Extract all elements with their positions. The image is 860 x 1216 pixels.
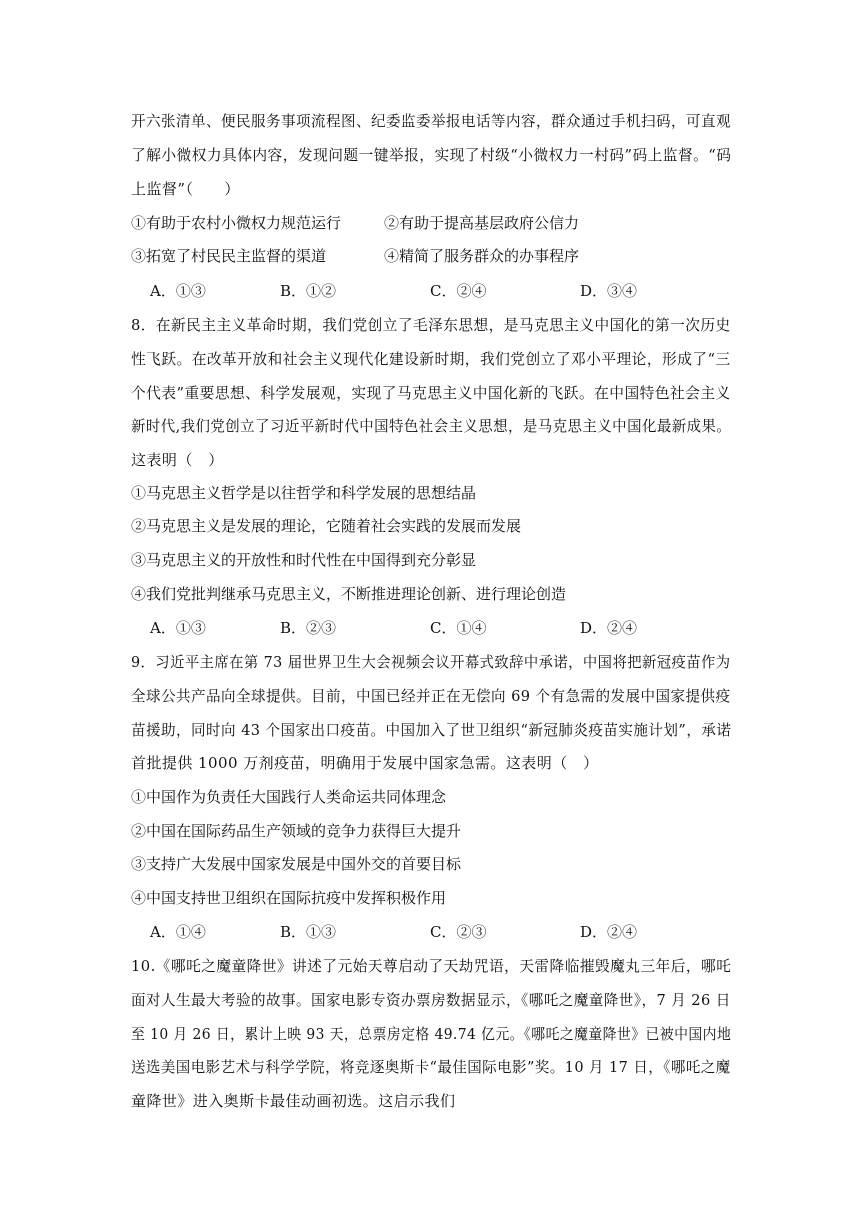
q8-choice-a[interactable]: A．①③	[150, 619, 206, 637]
q9-choice-a[interactable]: A．①④	[150, 923, 206, 941]
q8-option-3: ③马克思主义的开放性和时代性在中国得到充分彰显	[131, 551, 477, 569]
q10-stem-line: 10.《哪吒之魔童降世》讲述了元始天尊启动了天劫咒语，天雷降临摧毁魔丸三年后，哪吒	[131, 957, 732, 975]
q7-choice-c[interactable]: C．②④	[430, 282, 487, 300]
q9-stem-line: 全球公共产品向全球提供。目前，中国已经并正在无偿向 69 个有急需的发展中国家提供疫	[131, 687, 731, 705]
q7-choice-a[interactable]: A．①③	[150, 282, 206, 300]
q9-choice-b[interactable]: B．①③	[280, 923, 337, 941]
q9-option-1: ①中国作为负责任大国践行人类命运共同体理念	[131, 788, 447, 806]
q8-stem-line: 新时代,我们党创立了习近平新时代中国特色社会主义思想，是马克思主义中国化最新成果。	[131, 417, 732, 435]
q9-stem-line: 9．习近平主席在第 73 届世界卫生大会视频会议开幕式致辞中承诺，中国将把新冠疫苗作为	[131, 653, 731, 671]
q7-option-3: ③拓宽了村民民主监督的渠道	[131, 247, 327, 265]
q8-option-2: ②马克思主义是发展的理论，它随着社会实践的发展而发展	[131, 517, 522, 535]
q7-stem-line: 上监督”（ ）	[131, 180, 240, 198]
q8-choice-b[interactable]: B．②③	[280, 619, 337, 637]
q10-stem-line: 面对人生最大考验的故事。国家电影专资办票房数据显示，《哪吒之魔童降世》，7 月 26 日	[131, 991, 731, 1009]
q9-option-3: ③支持广大发展中国家发展是中国外交的首要目标	[131, 855, 462, 873]
q7-option-1: ①有助于农村小微权力规范运行	[131, 214, 342, 232]
q8-choice-d[interactable]: D．②④	[580, 619, 638, 637]
q7-stem-line: 开六张清单、便民服务事项流程图、纪委监委举报电话等内容，群众通过手机扫码，可直观	[131, 112, 732, 130]
q9-stem-line: 苗援助，同时向 43 个国家出口疫苗。中国加入了世卫组织“新冠肺炎疫苗实施计划”，承诺	[131, 721, 732, 739]
q7-stem-line: 了解小微权力具体内容，发现问题一键举报，实现了村级“小微权力一村码”码上监督。“码	[131, 146, 732, 164]
q7-choice-b[interactable]: B．①②	[280, 282, 337, 300]
q8-stem-line: 这表明（ ）	[131, 451, 224, 469]
q8-stem-line: 8．在新民主主义革命时期，我们党创立了毛泽东思想，是马克思主义中国化的第一次历史	[131, 316, 731, 334]
q9-choice-d[interactable]: D．②④	[580, 923, 638, 941]
q8-stem-line: 性飞跃。在改革开放和社会主义现代化建设新时期，我们党创立了邓小平理论，形成了“三	[131, 350, 731, 368]
q8-option-4: ④我们党批判继承马克思主义，不断推进理论创新、进行理论创造	[131, 585, 567, 603]
q9-choice-c[interactable]: C．②③	[430, 923, 487, 941]
q10-stem-line: 至 10 月 26 日，累计上映 93 天，总票房定格 49.74 亿元。《哪吒之魔童降世》已被中国内地	[131, 1025, 732, 1043]
q7-option-2: ②有助于提高基层政府公信力	[384, 214, 580, 232]
q9-stem-line: 首批提供 1000 万剂疫苗，明确用于发展中国家急需。这表明（ ）	[131, 754, 599, 772]
q8-stem-line: 个代表”重要思想、科学发展观，实现了马克思主义中国化新的飞跃。在中国特色社会主义	[131, 384, 731, 402]
q8-choice-c[interactable]: C．①④	[430, 619, 487, 637]
q9-option-2: ②中国在国际药品生产领域的竞争力获得巨大提升	[131, 822, 462, 840]
q8-option-1: ①马克思主义哲学是以往哲学和科学发展的思想结晶	[131, 484, 477, 502]
q10-stem-line: 童降世》进入奥斯卡最佳动画初选。这启示我们	[131, 1092, 456, 1110]
q7-option-4: ④精简了服务群众的办事程序	[384, 247, 580, 265]
q9-option-4: ④中国支持世卫组织在国际抗疫中发挥积极作用	[131, 889, 447, 907]
q7-choice-d[interactable]: D．③④	[580, 282, 638, 300]
q10-stem-line: 送选美国电影艺术与科学学院，将竞逐奥斯卡“最佳国际电影”奖。10 月 17 日，《哪吒之魔	[131, 1058, 731, 1076]
